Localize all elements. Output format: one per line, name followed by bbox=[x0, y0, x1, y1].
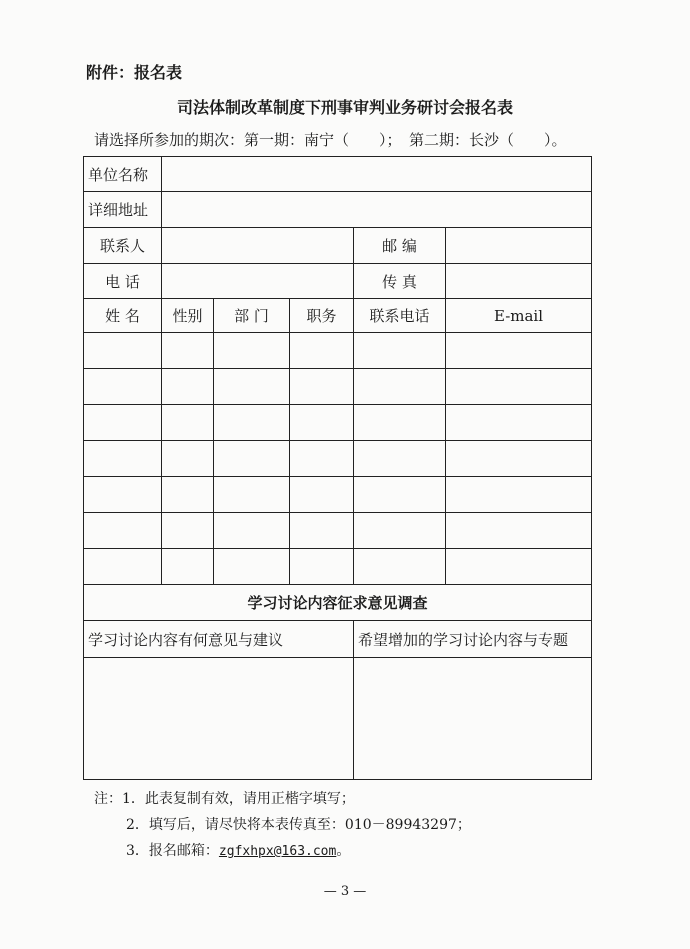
unit-field[interactable] bbox=[162, 157, 592, 192]
attendee-department-cell[interactable] bbox=[214, 441, 290, 477]
phone-field[interactable] bbox=[162, 264, 354, 299]
survey-topics-field[interactable] bbox=[354, 658, 592, 780]
contact-field[interactable] bbox=[162, 228, 354, 264]
address-field[interactable] bbox=[162, 192, 592, 228]
column-header-position: 职务 bbox=[290, 299, 354, 333]
survey-title-row bbox=[84, 585, 592, 621]
attendee-email-cell[interactable] bbox=[446, 333, 592, 369]
note-line-3 bbox=[94, 838, 471, 865]
address-label: 详细地址 bbox=[84, 192, 162, 228]
fax-field[interactable] bbox=[446, 264, 592, 299]
attendee-email-cell[interactable] bbox=[446, 513, 592, 549]
survey-topics-label: 希望增加的学习讨论内容与专题 bbox=[354, 621, 592, 658]
postcode-field[interactable] bbox=[446, 228, 592, 264]
survey-header-row bbox=[84, 621, 592, 658]
page-number: — 3 — bbox=[323, 884, 367, 899]
survey-opinions-field[interactable] bbox=[84, 658, 354, 780]
attendee-phone-cell[interactable] bbox=[354, 513, 446, 549]
attendee-gender-cell[interactable] bbox=[162, 405, 214, 441]
column-header-department: 部 门 bbox=[214, 299, 290, 333]
contact-label: 联系人 bbox=[84, 228, 162, 264]
attendee-email-cell[interactable] bbox=[446, 441, 592, 477]
attendee-header-row bbox=[84, 299, 592, 333]
unit-row bbox=[84, 157, 592, 192]
contact-row bbox=[84, 228, 592, 264]
attendee-department-cell[interactable] bbox=[214, 549, 290, 585]
attendee-gender-cell[interactable] bbox=[162, 333, 214, 369]
attendee-department-cell[interactable] bbox=[214, 513, 290, 549]
attendee-gender-cell[interactable] bbox=[162, 513, 214, 549]
attendee-phone-cell[interactable] bbox=[354, 477, 446, 513]
attendee-gender-cell[interactable] bbox=[162, 477, 214, 513]
attendee-row bbox=[84, 333, 592, 369]
registration-table bbox=[83, 156, 592, 780]
fax-label: 传 真 bbox=[354, 264, 446, 299]
column-header-name: 姓 名 bbox=[84, 299, 162, 333]
attendee-position-cell[interactable] bbox=[290, 369, 354, 405]
attendee-email-cell[interactable] bbox=[446, 405, 592, 441]
attendee-name-cell[interactable] bbox=[84, 405, 162, 441]
form-title: 司法体制改革制度下刑事审判业务研讨会报名表 bbox=[176, 98, 513, 117]
attendee-name-cell[interactable] bbox=[84, 513, 162, 549]
address-row bbox=[84, 192, 592, 228]
attendee-position-cell[interactable] bbox=[290, 333, 354, 369]
attendee-row bbox=[84, 549, 592, 585]
attendee-phone-cell[interactable] bbox=[354, 549, 446, 585]
attendee-department-cell[interactable] bbox=[214, 333, 290, 369]
attendee-position-cell[interactable] bbox=[290, 513, 354, 549]
note-line-1: 注：1．此表复制有效，请用正楷字填写； bbox=[94, 791, 355, 807]
phone-row bbox=[84, 264, 592, 299]
postcode-label: 邮 编 bbox=[354, 228, 446, 264]
attendee-position-cell[interactable] bbox=[290, 549, 354, 585]
attendee-department-cell[interactable] bbox=[214, 369, 290, 405]
column-header-email: E-mail bbox=[446, 299, 592, 333]
attendee-department-cell[interactable] bbox=[214, 405, 290, 441]
attendee-department-cell[interactable] bbox=[214, 477, 290, 513]
registration-email-link[interactable]: zgfxhpx@163.com bbox=[218, 844, 337, 859]
survey-title: 学习讨论内容征求意见调查 bbox=[84, 585, 592, 621]
notes-section bbox=[94, 786, 471, 865]
attendee-row bbox=[84, 405, 592, 441]
attendee-row bbox=[84, 477, 592, 513]
attendee-row bbox=[84, 513, 592, 549]
attendee-name-cell[interactable] bbox=[84, 549, 162, 585]
column-header-gender: 性别 bbox=[162, 299, 214, 333]
attendee-name-cell[interactable] bbox=[84, 477, 162, 513]
attendee-phone-cell[interactable] bbox=[354, 333, 446, 369]
note-line-2: 2．填写后，请尽快将本表传真至：010－89943297； bbox=[126, 817, 471, 833]
attendee-name-cell[interactable] bbox=[84, 369, 162, 405]
unit-label: 单位名称 bbox=[84, 157, 162, 192]
attendee-row bbox=[84, 369, 592, 405]
attendee-email-cell[interactable] bbox=[446, 549, 592, 585]
attendee-row bbox=[84, 441, 592, 477]
attendee-phone-cell[interactable] bbox=[354, 369, 446, 405]
attendee-name-cell[interactable] bbox=[84, 441, 162, 477]
attendee-email-cell[interactable] bbox=[446, 477, 592, 513]
attendee-email-cell[interactable] bbox=[446, 369, 592, 405]
survey-answer-row bbox=[84, 658, 592, 780]
phone-label: 电 话 bbox=[84, 264, 162, 299]
attendee-phone-cell[interactable] bbox=[354, 441, 446, 477]
attendee-position-cell[interactable] bbox=[290, 405, 354, 441]
attendee-position-cell[interactable] bbox=[290, 477, 354, 513]
period-selection-prompt: 请选择所参加的期次：第一期：南宁（ ）； 第二期：长沙（ ）。 bbox=[94, 131, 567, 149]
note-line-3-prefix: 3．报名邮箱： bbox=[126, 843, 219, 859]
note-line-3-suffix: 。 bbox=[336, 843, 351, 859]
attendee-gender-cell[interactable] bbox=[162, 441, 214, 477]
attachment-label: 附件：报名表 bbox=[86, 63, 183, 82]
column-header-phone: 联系电话 bbox=[354, 299, 446, 333]
attendee-phone-cell[interactable] bbox=[354, 405, 446, 441]
attendee-name-cell[interactable] bbox=[84, 333, 162, 369]
attendee-gender-cell[interactable] bbox=[162, 369, 214, 405]
attendee-position-cell[interactable] bbox=[290, 441, 354, 477]
attendee-gender-cell[interactable] bbox=[162, 549, 214, 585]
survey-opinions-label: 学习讨论内容有何意见与建议 bbox=[84, 621, 354, 658]
